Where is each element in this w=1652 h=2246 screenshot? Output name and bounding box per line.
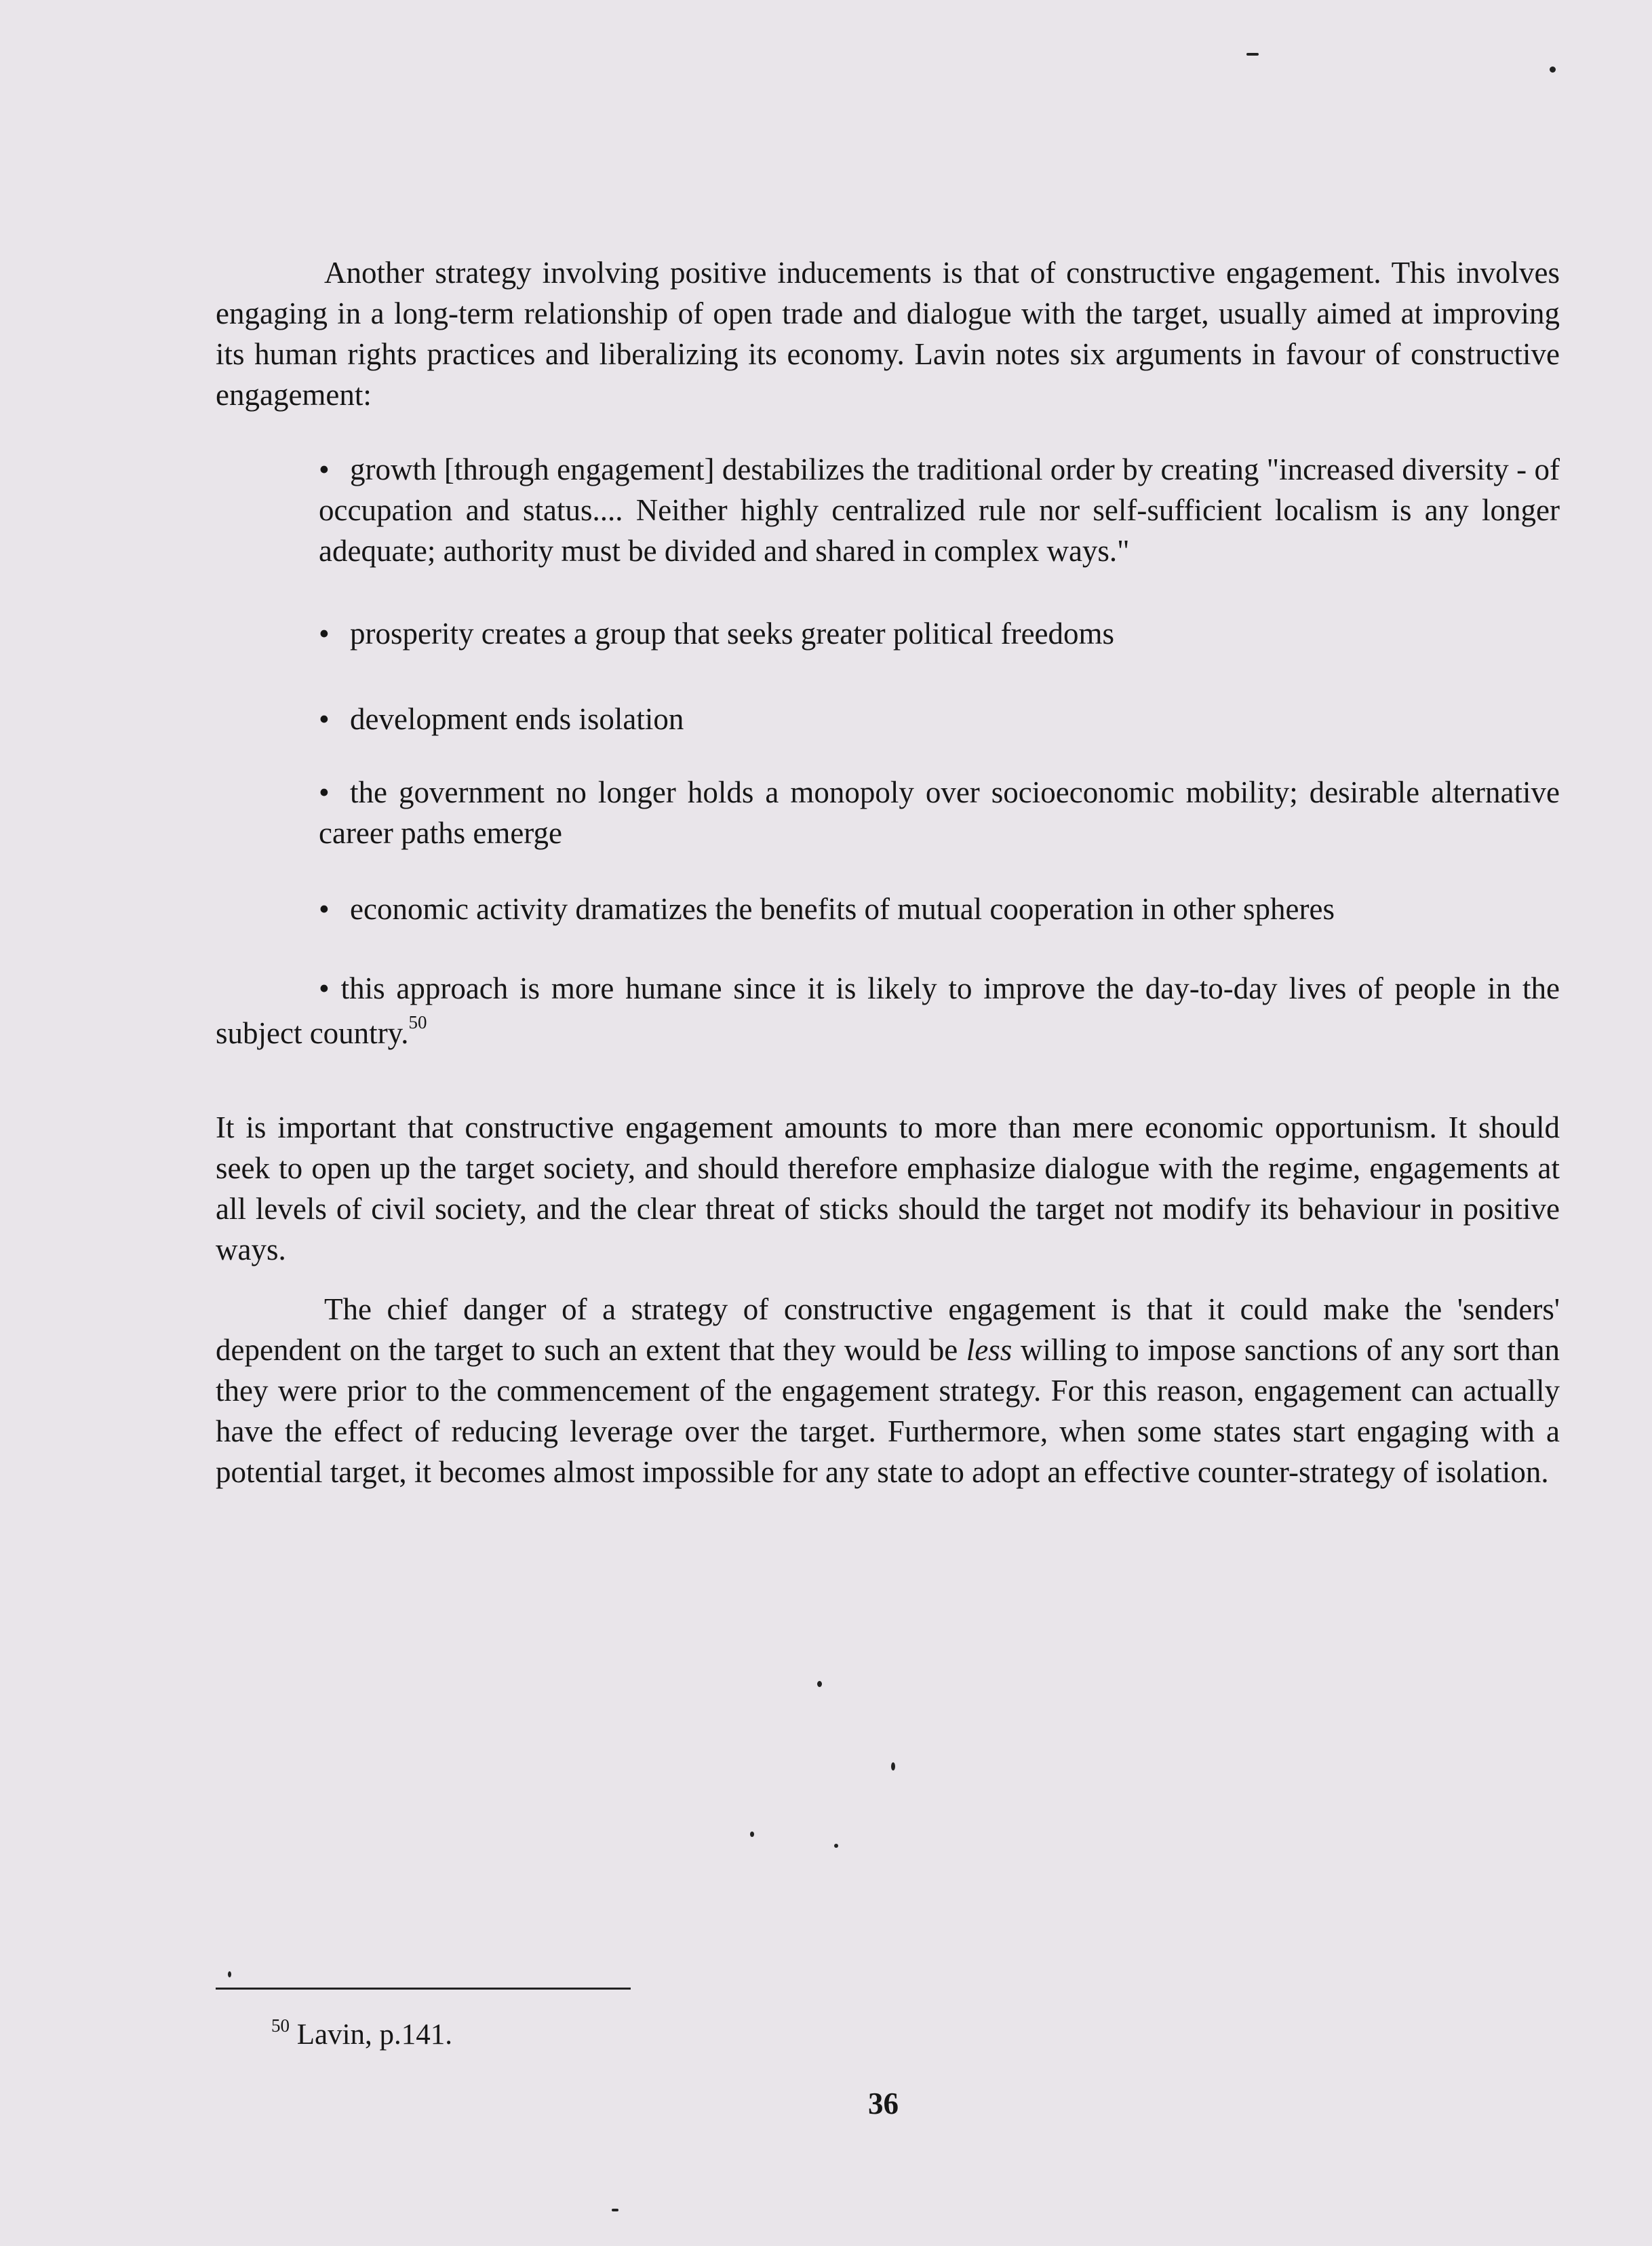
bullet-icon: • bbox=[319, 702, 330, 736]
bullet-text: this approach is more humane since it is likely to improve the day-to-day lives of people in the subject country. bbox=[216, 971, 1560, 1050]
bullet-icon: • bbox=[319, 617, 330, 651]
scan-speck bbox=[891, 1762, 895, 1770]
paragraph-opportunism: It is important that constructive engagement amounts to more than mere economic opportunism. It should seek to open up the target society, and should therefore emphasize dialogue with the regime, engagements at all levels of civil society, and the clear threat of sticks should the target not modify its behaviour in positive ways. bbox=[216, 1110, 1560, 1266]
bullet-icon: • bbox=[319, 892, 330, 926]
bullet-item-humane bbox=[216, 966, 1560, 1056]
footnote-text: Lavin, p.141. bbox=[296, 2019, 453, 2051]
bullet-item-development bbox=[319, 699, 1560, 739]
paragraph-danger-part1: The chief danger of a strategy of constructive engagement is that it could make the 'senders' dependent on the target to such an extent that they would be bbox=[216, 1292, 1560, 1367]
bullet-item-growth bbox=[319, 449, 1560, 571]
scan-speck bbox=[750, 1832, 754, 1837]
paragraph-intro: Another strategy involving positive inducements is that of constructive engagement. This involves engaging in a long-term relationship of open trade and dialogue with the target, usually aimed at improving its human rights practices and liberalizing its economy. Lavin notes six arguments in favour of constructive engagement: bbox=[216, 256, 1560, 412]
bullet-text: prosperity creates a group that seeks greater political freedoms bbox=[350, 617, 1115, 651]
bullet-text: the government no longer holds a monopoly over socioeconomic mobility; desirable alternative career paths emerge bbox=[319, 775, 1560, 850]
emphasis-less: less bbox=[966, 1333, 1012, 1367]
page-number: 36 bbox=[868, 2087, 899, 2121]
bullet-text: development ends isolation bbox=[350, 702, 684, 736]
bullet-text: economic activity dramatizes the benefits of mutual cooperation in other spheres bbox=[350, 892, 1335, 926]
paragraph-danger bbox=[216, 1289, 1560, 1492]
bullet-item-prosperity bbox=[319, 613, 1560, 654]
paragraph-danger-part2: willing to impose sanctions of any sort than they were prior to the commencement of the engagement strategy. For this reason, engagement can actually have the effect of reducing leverage over the target. Furthermore, when some states start engaging with a potential target, it becomes almost impossible for any state to adopt an effective counter-strategy of isolation. bbox=[216, 1333, 1560, 1489]
scan-speck bbox=[834, 1844, 838, 1848]
bullet-icon: • bbox=[319, 775, 330, 809]
footnote-divider bbox=[216, 1988, 631, 1990]
scan-speck bbox=[612, 2209, 618, 2211]
bullet-icon: • bbox=[319, 971, 330, 1005]
scan-speck bbox=[817, 1681, 822, 1687]
scan-speck bbox=[228, 1971, 231, 1977]
footnote bbox=[271, 2016, 452, 2054]
scan-speck bbox=[1246, 53, 1259, 56]
footnote-number: 50 bbox=[271, 2015, 290, 2036]
footnote-reference: 50 bbox=[408, 1012, 427, 1032]
bullet-item-government bbox=[319, 772, 1560, 853]
bullet-icon: • bbox=[319, 452, 330, 486]
bullet-item-economic-activity bbox=[319, 889, 1560, 929]
bullet-text: growth [through engagement] destabilizes the traditional order by creating "increased diversity - of occupation and status.... Neither highly centralized rule nor self-sufficient localism is any longer adequate; authority must be divided and shared in complex ways." bbox=[319, 452, 1560, 568]
scan-speck bbox=[1550, 66, 1556, 73]
